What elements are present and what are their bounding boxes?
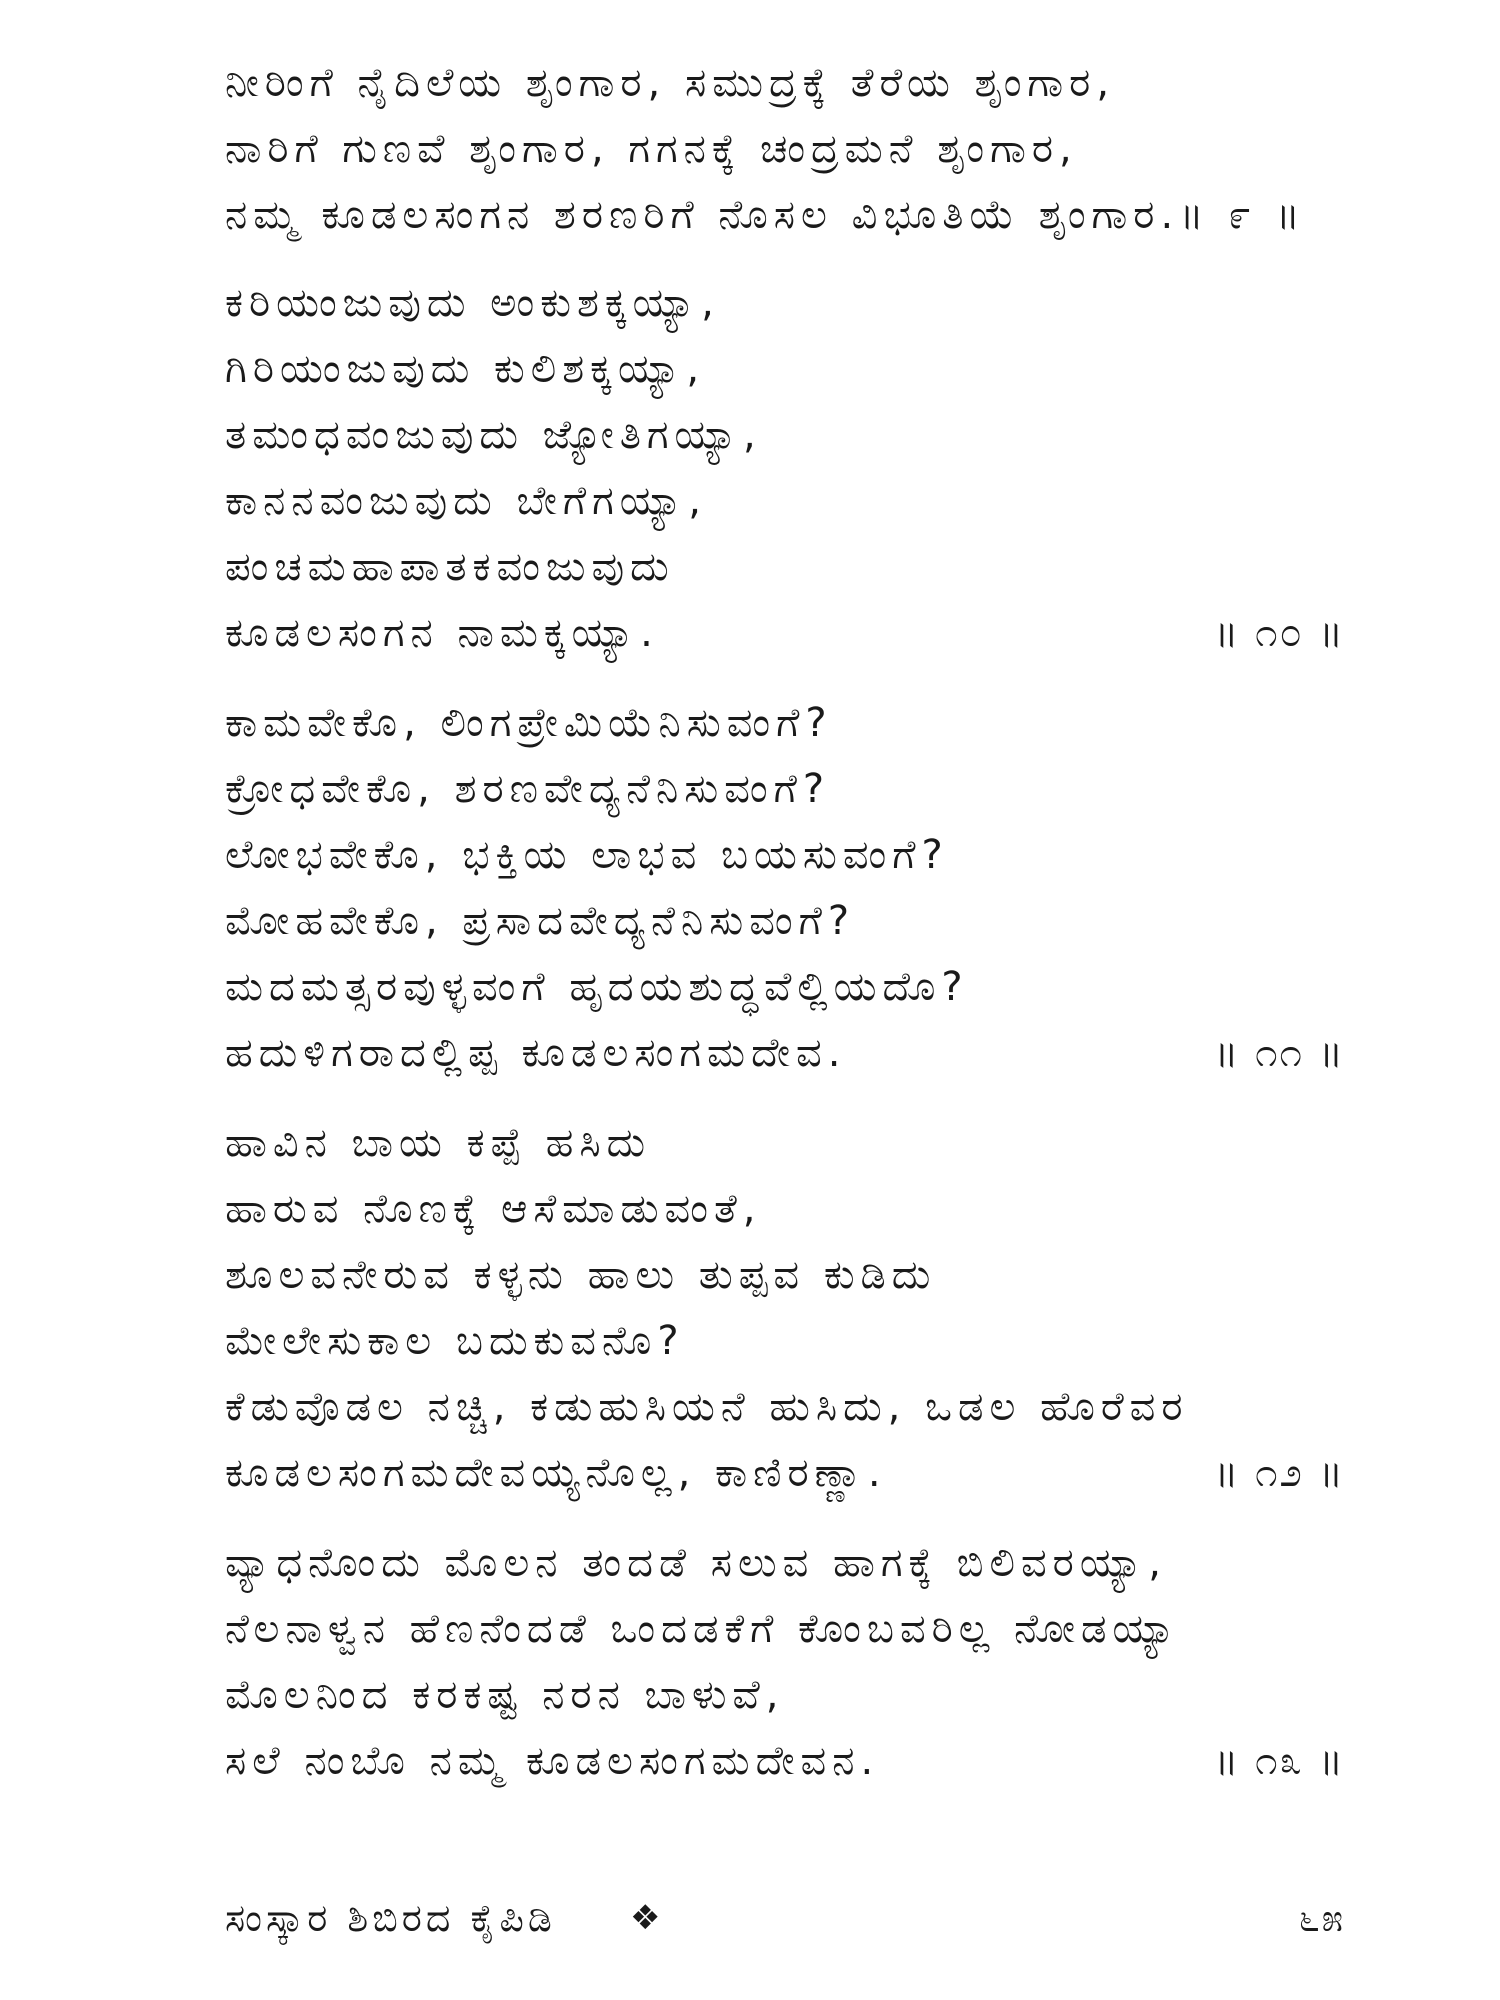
verse-9 [225, 50, 1345, 248]
verse-12 [225, 1110, 1345, 1506]
verse-line: ಕ್ರೋಧವೇಕೊ, ಶರಣವೇದ್ಯನೆನಿಸುವಂಗೆ? [225, 766, 831, 812]
verse-line: ಕಾಮವೇಕೊ, ಲಿಂಗಪ್ರೇಮಿಯೆನಿಸುವಂಗೆ? [225, 700, 833, 746]
verse-line: ಕಾನನವಂಜುವುದು ಬೇಗೆಗಯ್ಯಾ, [225, 478, 707, 524]
verse-line [225, 1440, 1345, 1506]
verse-line: ನೀರಿಂಗೆ ನೈದಿಲೆಯ ಶೃಂಗಾರ, ಸಮುದ್ರಕ್ಕೆ ತೆರೆಯ ಶೃಂಗಾರ, [225, 60, 1116, 106]
verse-line [225, 1728, 1345, 1794]
verse-line: ನಾರಿಗೆ ಗುಣವೆ ಶೃಂಗಾರ, ಗಗನಕ್ಕೆ ಚಂದ್ರಮನೆ ಶೃಂಗಾರ, [225, 126, 1078, 172]
verse-line: ಹಾವಿನ ಬಾಯ ಕಪ್ಪೆ ಹಸಿದು [225, 1120, 652, 1166]
verse-line: ವ್ಯಾಧನೊಂದು ಮೊಲನ ತಂದಡೆ ಸಲುವ ಹಾಗಕ್ಕೆ ಬಿಲಿವರಯ್ಯಾ, [225, 1540, 1168, 1586]
page-number: ೬೫ [1298, 1896, 1345, 1940]
verse-number: ॥ ೧೩ ॥ [1213, 1738, 1345, 1784]
page-footer [225, 1888, 1345, 1948]
verse-line-text: ಕೂಡಲಸಂಗಮದೇವಯ್ಯನೊಲ್ಲ, ಕಾಣಿರಣ್ಣಾ. [225, 1450, 887, 1496]
verse-line: ಮೇಲೇಸುಕಾಲ ಬದುಕುವನೊ? [225, 1318, 685, 1364]
verse-13 [225, 1530, 1345, 1794]
verse-line: ಹಾರುವ ನೊಣಕ್ಕೆ ಆಸೆಮಾಡುವಂತೆ, [225, 1186, 762, 1232]
verse-line: ಲೋಭವೇಕೊ, ಭಕ್ತಿಯ ಲಾಭವ ಬಯಸುವಂಗೆ? [225, 832, 949, 878]
verse-line: ನಮ್ಮ ಕೂಡಲಸಂಗನ ಶರಣರಿಗೆ ನೊಸಲ ವಿಭೂತಿಯೆ ಶೃಂಗಾರ.॥ ೯ ॥ [225, 192, 1306, 238]
verse-line: ಗಿರಿಯಂಜುವುದು ಕುಲಿಶಕ್ಕಯ್ಯಾ, [225, 346, 706, 392]
verse-line: ಮೊಲನಿಂದ ಕರಕಷ್ಟ ನರನ ಬಾಳುವೆ, [225, 1672, 785, 1718]
verse-line-text: ಕೂಡಲಸಂಗನ ನಾಮಕ್ಕಯ್ಯಾ. [225, 610, 659, 656]
verse-number: ॥ ೧೧ ॥ [1213, 1030, 1345, 1076]
verse-line: ಮದಮತ್ಸರವುಳ್ಳವಂಗೆ ಹೃದಯಶುದ್ಧವೆಲ್ಲಿಯದೊ? [225, 964, 969, 1010]
verse-line: ಕೆಡುವೊಡಲ ನಚ್ಚಿ, ಕಡುಹುಸಿಯನೆ ಹುಸಿದು, ಒಡಲ ಹೊರೆವರ [225, 1384, 1189, 1430]
ornament-icon: ❖ [630, 1898, 661, 1938]
verse-line [225, 600, 1345, 666]
verse-line: ಮೋಹವೇಕೊ, ಪ್ರಸಾದವೇದ್ಯನೆನಿಸುವಂಗೆ? [225, 898, 856, 944]
verse-number: ॥ ೧೦ ॥ [1213, 610, 1345, 656]
verse-line: ನೆಲನಾಳ್ವನ ಹೆಣನೆಂದಡೆ ಒಂದಡಕೆಗೆ ಕೊಂಬವರಿಲ್ಲ ನೋಡಯ್ಯಾ [225, 1606, 1181, 1652]
verse-line: ತಮಂಧವಂಜುವುದು ಜ್ಯೋತಿಗಯ್ಯಾ, [225, 412, 762, 458]
verse-line [225, 1020, 1345, 1086]
verse-11 [225, 690, 1345, 1086]
verse-10 [225, 270, 1345, 666]
verse-line-text: ಸಲೆ ನಂಬೊ ನಮ್ಮ ಕೂಡಲಸಂಗಮದೇವನ. [225, 1738, 880, 1784]
verse-number: ॥ ೧೨ ॥ [1213, 1450, 1345, 1496]
footer-book-title: ಸಂಸ್ಕಾರ ಶಿಬಿರದ ಕೈಪಿಡಿ [225, 1896, 556, 1940]
verse-line-text: ಹದುಳಿಗರಾದಲ್ಲಿಪ್ಪ ಕೂಡಲಸಂಗಮದೇವ. [225, 1030, 847, 1076]
verse-line: ಪಂಚಮಹಾಪಾತಕವಂಜುವುದು [225, 544, 675, 590]
verse-line: ಕರಿಯಂಜುವುದು ಅಂಕುಶಕ್ಕಯ್ಯಾ, [225, 280, 720, 326]
verse-line: ಶೂಲವನೇರುವ ಕಳ್ಳನು ಹಾಲು ತುಪ್ಪವ ಕುಡಿದು [225, 1252, 937, 1298]
